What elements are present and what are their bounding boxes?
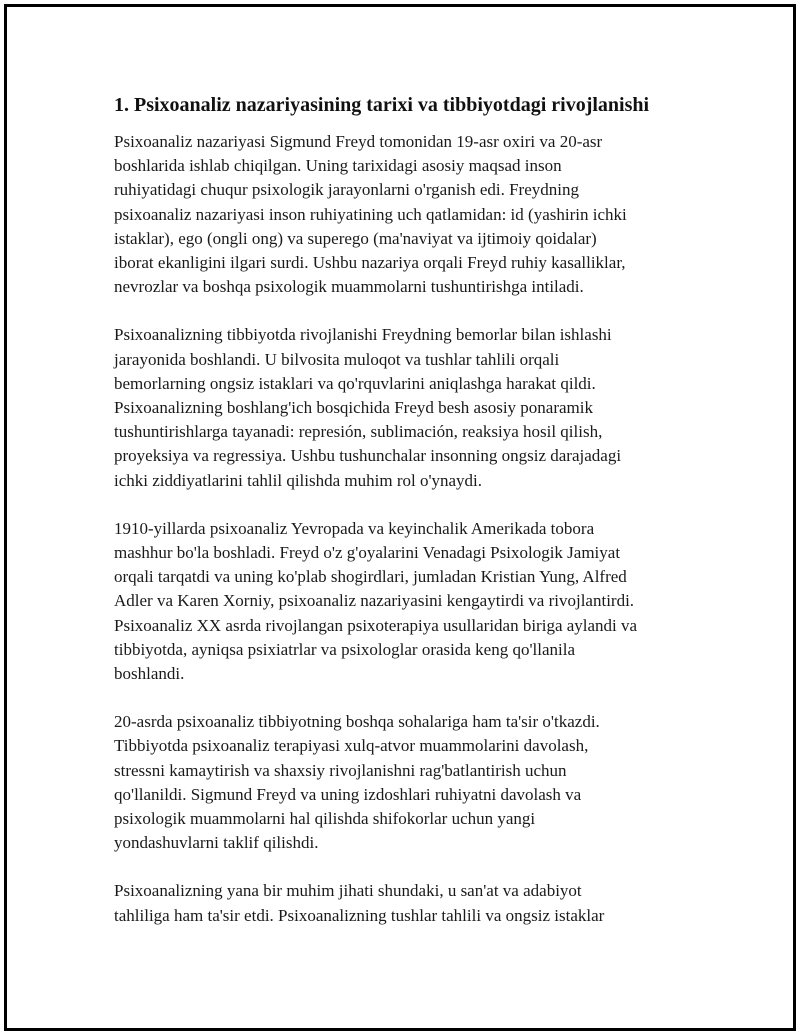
paragraph (114, 323, 694, 492)
text-line: tahliliga ham ta'sir etdi. Psixoanalizning tushlar tahlili va ongsiz istaklar (114, 905, 605, 925)
text-line: nevrozlar va boshqa psixologik muammolarni tushuntirishga intiladi. (114, 277, 584, 297)
text-line: tibbiyotda, ayniqsa psixiatrlar va psixologlar orasida keng qo'llanila (114, 639, 576, 659)
section-heading: 1. Psixoanaliz nazariyasining tarixi va tibbiyotdagi rivojlanishi (114, 94, 650, 116)
paragraph (114, 517, 694, 686)
text-line: mashhur bo'la boshladi. Freyd o'z g'oyalarini Venadagi Psixologik Jamiyat (114, 543, 621, 563)
text-line: Tibbiyotda psixoanaliz terapiyasi xulq-atvor muammolarini davolash, (114, 736, 589, 756)
text-line: iborat ekanligini ilgari surdi. Ushbu nazariya orqali Freyd ruhiy kasalliklar, (114, 253, 626, 273)
text-line: Psixoanalizning boshlang'ich bosqichida Freyd besh asosiy ponaramik (114, 398, 593, 418)
text-line: 20-asrda psixoanaliz tibbiyotning boshqa sohalariga ham ta'sir o'tkazdi. (114, 712, 600, 732)
text-line: psixoanaliz nazariyasi inson ruhiyatining uch qatlamidan: id (yashirin ichki (114, 204, 627, 224)
document-body (114, 91, 694, 952)
text-line: boshlarida ishlab chiqilgan. Uning tarixidagi asosiy maqsad inson (114, 156, 562, 176)
text-line: boshlandi. (114, 664, 185, 684)
text-line: stressni kamaytirish va shaxsiy rivojlanishni rag'batlantirish uchun (114, 760, 567, 780)
text-line: ichki ziddiyatlarini tahlil qilishda muhim rol o'ynaydi. (114, 470, 483, 490)
text-line: ruhiyatidagi chuqur psixologik jarayonlarni o'rganish edi. Freydning (114, 180, 579, 200)
text-line: istaklar), ego (ongli ong) va superego (ma'naviyat va ijtimoiy qoidalar) (114, 228, 597, 248)
paragraph (114, 710, 694, 855)
text-line: Psixoanalizning yana bir muhim jihati shundaki, u san'at va adabiyot (114, 881, 582, 901)
text-line: yondashuvlarni taklif qilishdi. (114, 833, 319, 853)
text-line: qo'llanildi. Sigmund Freyd va uning izdoshlari ruhiyatni davolash va (114, 784, 582, 804)
text-line: jarayonida boshlandi. U bilvosita muloqot va tushlar tahlili orqali (114, 349, 560, 369)
text-line: 1910-yillarda psixoanaliz Yevropada va keyinchalik Amerikada tobora (114, 518, 595, 538)
text-line: Psixoanalizning tibbiyotda rivojlanishi Freydning bemorlar bilan ishlashi (114, 325, 612, 345)
text-line: psixologik muammolarni hal qilishda shifokorlar uchun yangi (114, 809, 536, 829)
text-line: bemorlarning ongsiz istaklari va qo'rquvlarini aniqlashga harakat qildi. (114, 373, 596, 393)
text-line: Psixoanaliz nazariyasi Sigmund Freyd tomonidan 19-asr oxiri va 20-asr (114, 132, 603, 151)
text-line: proyeksiya va regressiya. Ushbu tushunchalar insonning ongsiz darajadagi (114, 446, 622, 466)
text-line: Adler va Karen Xorniy, psixoanaliz nazariyasini kengaytirdi va rivojlantirdi. (114, 591, 635, 611)
text-line: Psixoanaliz XX asrda rivojlangan psixoterapiya usullaridan biriga aylandi va (114, 615, 638, 635)
paragraph (114, 130, 694, 299)
paragraph (114, 879, 694, 927)
paragraph-container (114, 130, 694, 928)
text-line: orqali tarqatdi va uning ko'plab shogirdlari, jumladan Kristian Yung, Alfred (114, 567, 627, 587)
text-line: tushuntirishlarga tayanadi: represión, sublimación, reaksiya hosil qilish, (114, 422, 603, 442)
